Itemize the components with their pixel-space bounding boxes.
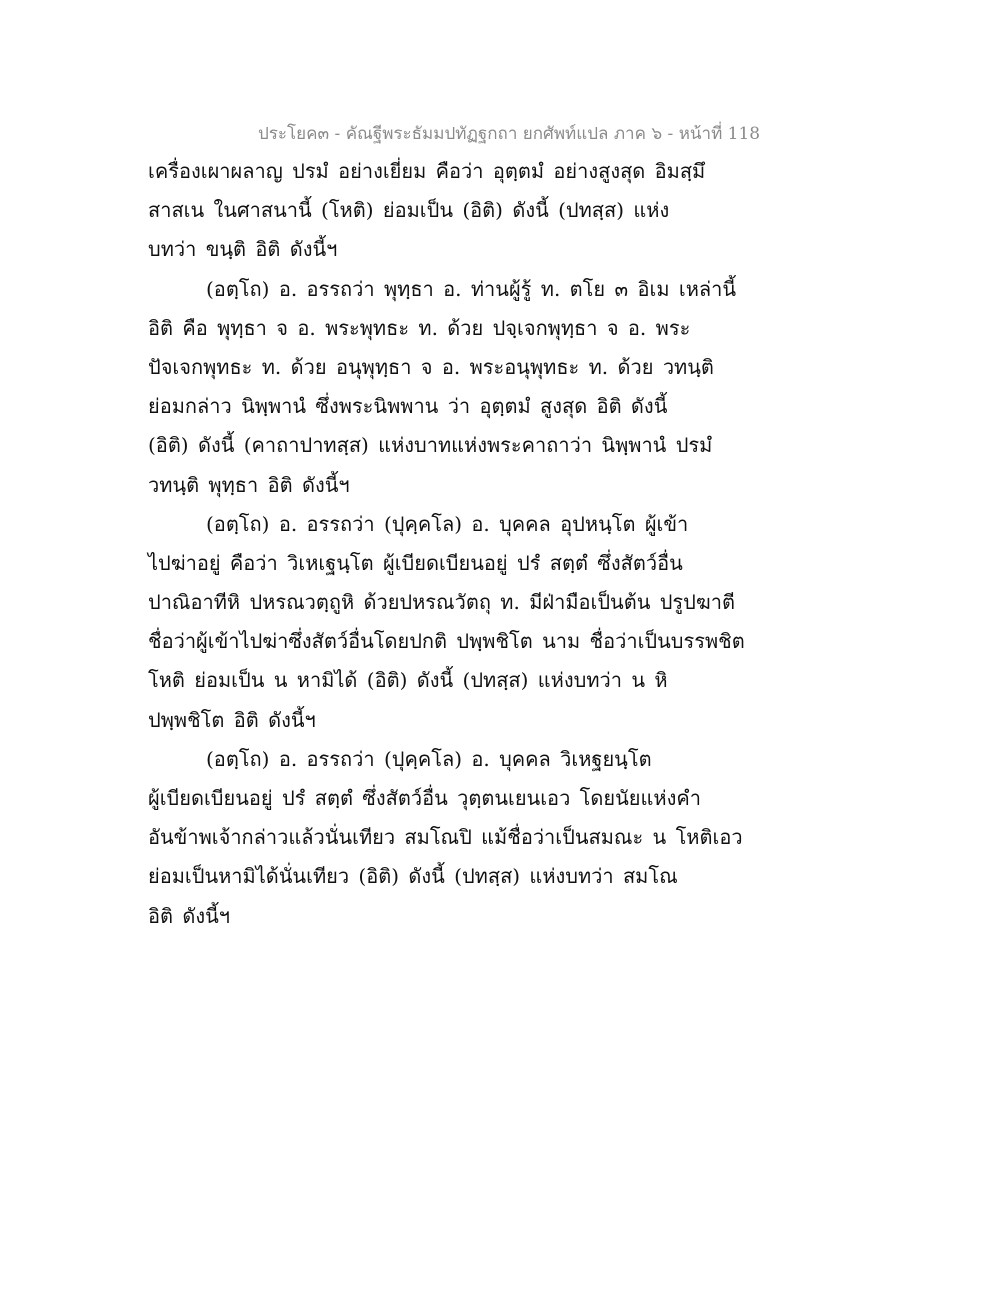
running-header: ประโยค๓ - คัณฐีพระธัมมปทัฏฐกถา ยกศัพท์แปล ภาค ๖ - หน้าที่ 118 xyxy=(258,124,761,144)
text-line: วทนฺติ พุทฺธา อิติ ดังนี้ฯ xyxy=(148,472,350,497)
text-line: ไปฆ่าอยู่ คือว่า วิเหเฐนฺโต ผู้เบียดเบียนอยู่ ปรํ สตฺตํ ซึ่งสัตว์อื่น xyxy=(148,550,683,575)
paragraph-first-line: (อตฺโถ) อ. อรรถว่า (ปุคฺคโล) อ. บุคคล อุปหนฺโต ผู้เข้า xyxy=(206,511,689,536)
text-line: (อิติ) ดังนี้ (คาถาปาทสฺส) แห่งบาทแห่งพระคาถาว่า นิพฺพานํ ปรมํ xyxy=(148,433,713,458)
body-text xyxy=(148,152,748,936)
text-line: เครื่องเผาผลาญ ปรมํ อย่างเยี่ยม คือว่า อุตฺตมํ อย่างสูงสุด อิมสฺมึ xyxy=(148,159,706,183)
paragraph-first-line: (อตฺโถ) อ. อรรถว่า พุทฺธา อ. ท่านผู้รู้ ท. ตโย ๓ อิเม เหล่านี้ xyxy=(206,276,737,301)
text-line: ปพฺพชิโต อิติ ดังนี้ฯ xyxy=(148,707,316,732)
text-line: สาสเน ในศาสนานี้ (โหติ) ย่อมเป็น (อิติ) ดังนี้ (ปทสฺส) แห่ง xyxy=(148,198,670,223)
text-line: ชื่อว่าผู้เข้าไปฆ่าซึ่งสัตว์อื่นโดยปกติ ปพฺพชิโต นาม ชื่อว่าเป็นบรรพชิต xyxy=(148,629,745,654)
text-line: ย่อมเป็นหามิได้นั่นเทียว (อิติ) ดังนี้ (ปทสฺส) แห่งบทว่า สมโณ xyxy=(148,864,678,889)
paragraph-first-line: (อตฺโถ) อ. อรรถว่า (ปุคฺคโล) อ. บุคคล วิเหฐยนฺโต xyxy=(206,746,652,771)
text-line: บทว่า ขนฺติ อิติ ดังนี้ฯ xyxy=(148,237,338,262)
text-line: อิติ ดังนี้ฯ xyxy=(148,903,231,928)
text-line: โหติ ย่อมเป็น น หามิได้ (อิติ) ดังนี้ (ปทสฺส) แห่งบทว่า น หิ xyxy=(148,668,668,693)
text-line: อันข้าพเจ้ากล่าวแล้วนั่นเทียว สมโณปิ แม้ชื่อว่าเป็นสมณะ น โหติเอว xyxy=(148,825,743,850)
text-line: ปาณิอาทีหิ ปหรณวตฺถูหิ ด้วยปหรณวัตถุ ท. มีฝ่ามือเป็นต้น ปรูปฆาตี xyxy=(148,590,735,615)
text-line: อิติ คือ พุทฺธา จ อ. พระพุทธะ ท. ด้วย ปจฺเจกพุทฺธา จ อ. พระ xyxy=(148,315,691,340)
text-line: ผู้เบียดเบียนอยู่ ปรํ สตฺตํ ซึ่งสัตว์อื่น วุตฺตนเยนเอว โดยนัยแห่งคำ xyxy=(148,786,701,810)
text-line: ปัจเจกพุทธะ ท. ด้วย อนุพุทฺธา จ อ. พระอนุพุทธะ ท. ด้วย วทนฺติ xyxy=(148,354,714,379)
text-line: ย่อมกล่าว นิพฺพานํ ซึ่งพระนิพพาน ว่า อุตฺตมํ สูงสุด อิติ ดังนี้ xyxy=(148,394,668,419)
